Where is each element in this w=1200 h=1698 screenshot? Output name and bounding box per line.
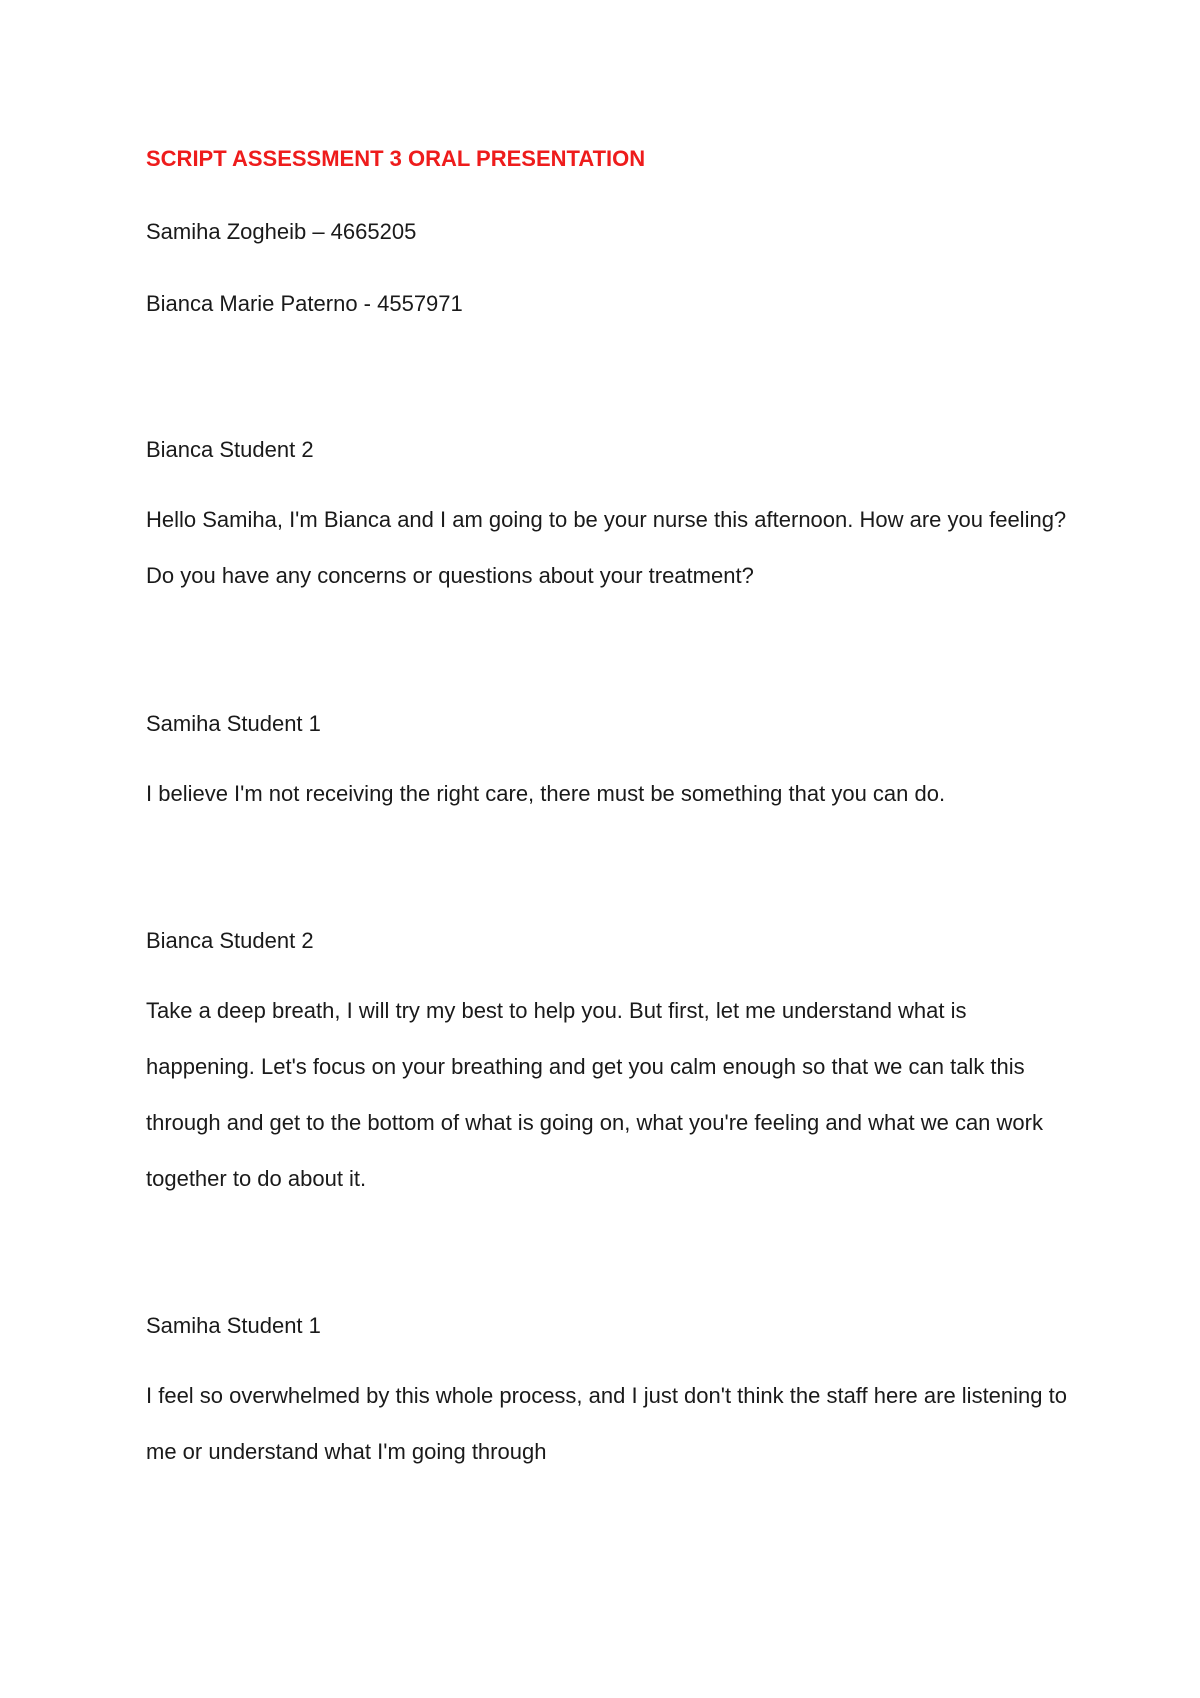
dialogue-text-1: Hello Samiha, I'm Bianca and I am going to be your nurse this afternoon. How are you feeling? Do you have any concerns or questions about your treatment? [146,507,1067,588]
speaker-label-2: Samiha Student 1 [146,711,321,736]
speaker-label-1: Bianca Student 2 [146,437,314,462]
dialogue-text-2: I believe I'm not receiving the right care, there must be something that you can do. [146,781,946,806]
dialogue-text-3: Take a deep breath, I will try my best to help you. But first, let me understand what is happening. Let's focus on your breathing and get you calm enough so that we can talk this through and get to the bottom of what is going on, what you're feeling and what we can work together to do about it. [146,998,1043,1191]
speaker-label-4: Samiha Student 1 [146,1313,321,1338]
author-line-2: Bianca Marie Paterno - 4557971 [146,291,463,316]
author-line-1: Samiha Zogheib – 4665205 [146,219,417,244]
speaker-label-3: Bianca Student 2 [146,928,314,953]
document-title: SCRIPT ASSESSMENT 3 ORAL PRESENTATION [146,146,646,171]
dialogue-text-4: I feel so overwhelmed by this whole process, and I just don't think the staff here are listening to me or understand what I'm going through [146,1383,1067,1464]
